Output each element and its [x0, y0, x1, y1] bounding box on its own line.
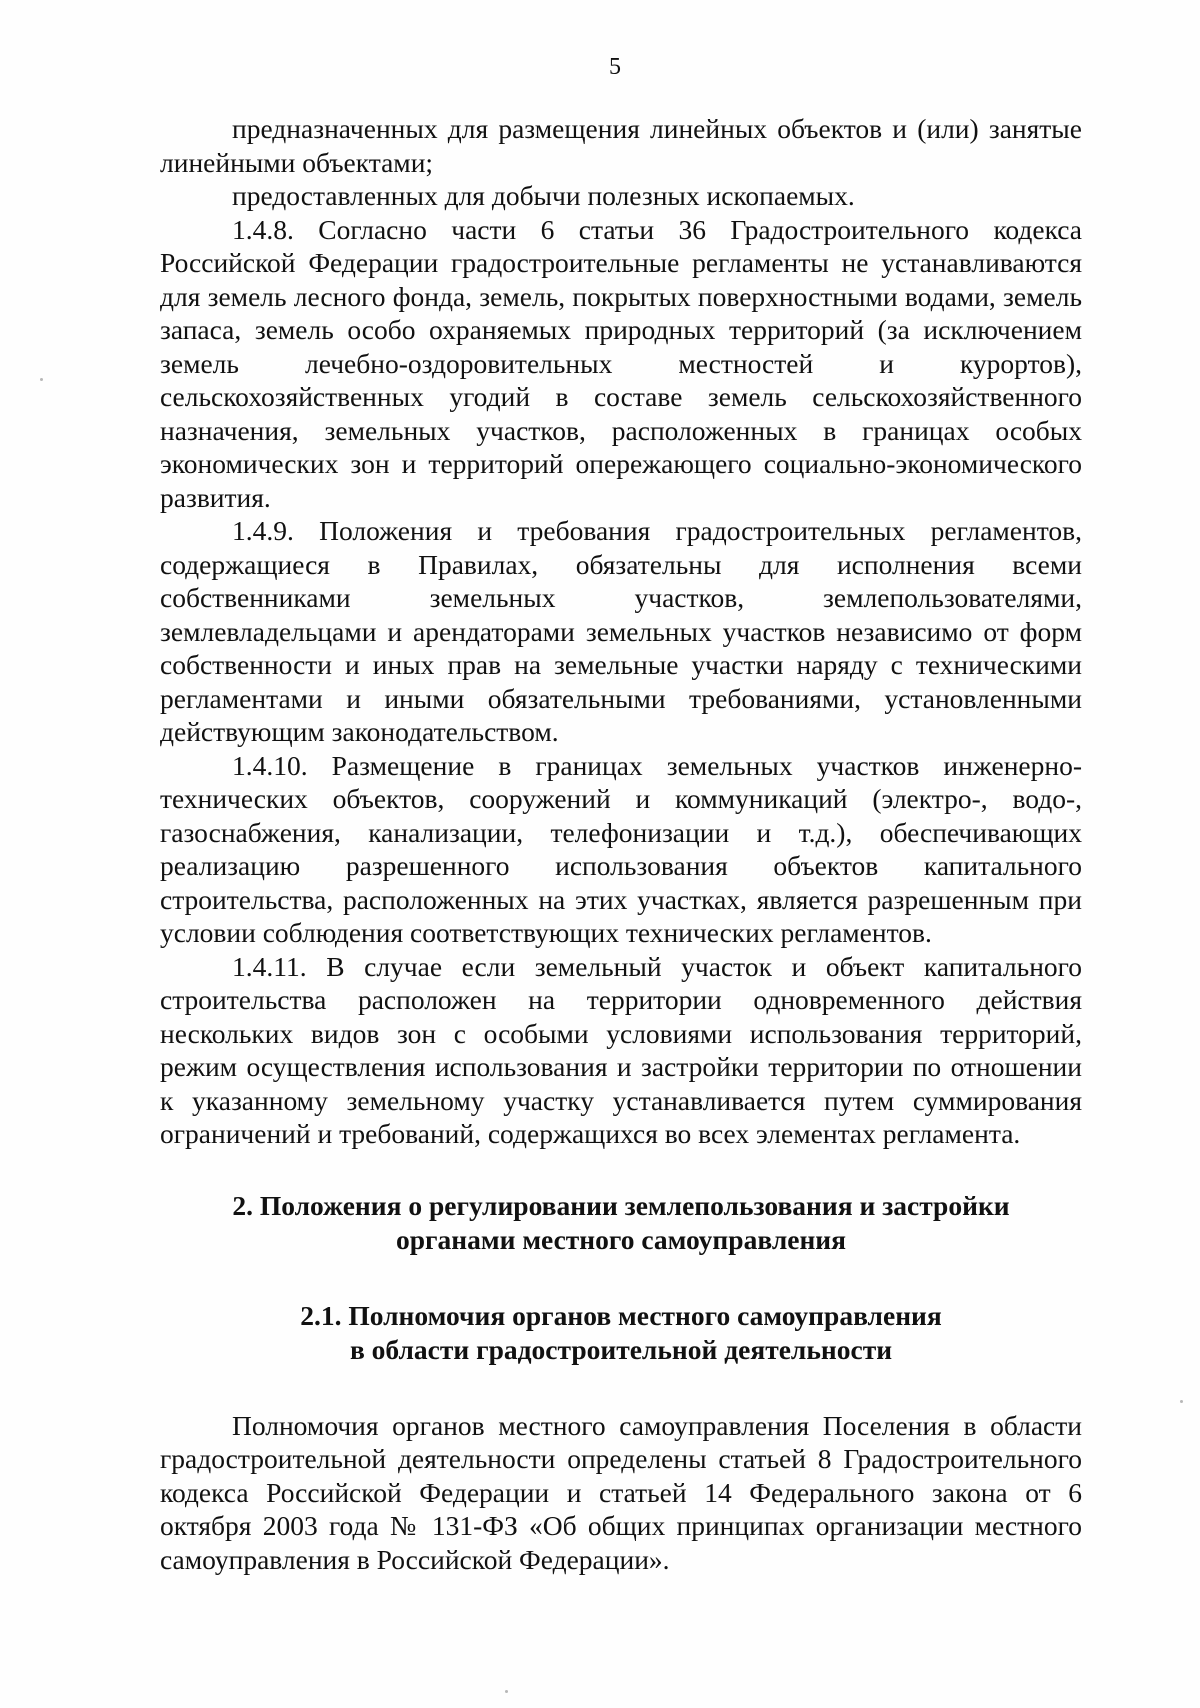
paragraph-1-4-10: 1.4.10. Размещение в границах земельных участков инженерно-технических объектов, сооружений и коммуникаций (электро-, водо-, газоснабжения, канализации, телефонизации и т.д.), обеспечивающих реализацию разрешенного использования объектов капитального строительства, расположенных на этих участках, является разрешенным при условии соблюдения соответствующих технических регламентов.: [160, 749, 1082, 948]
paragraph-list-item: предоставленных для добычи полезных ископаемых.: [232, 180, 855, 211]
subsection-heading-line-2: в области градостроительной деятельности: [349, 1333, 893, 1365]
subsection-heading-line-1: 2.1. Полномочия органов местного самоуправления: [300, 1299, 942, 1331]
section-heading-line-1: 2. Положения о регулировании землепользования и застройки: [232, 1189, 1010, 1221]
section-heading-line-2: органами местного самоуправления: [395, 1223, 847, 1255]
document-body: [160, 112, 1082, 1576]
paragraph-1-4-11: 1.4.11. В случае если земельный участок и объект капитального строительства расположен на территории одновременного действия нескольких видов зон с особыми условиями использования территорий, режим осуществления использования и застройки территории по отношении к указанному земельному участку устанавливается путем суммирования ограничений и требований, содержащихся во всех элементах регламента.: [160, 950, 1082, 1149]
scan-speck: [1180, 1400, 1183, 1403]
section-heading: [160, 1189, 1082, 1257]
scan-speck: [505, 1690, 508, 1693]
paragraph-authority: Полномочия органов местного самоуправления Поселения в области градостроительной деятельности определены статьей 8 Градостроительного кодекса Российской Федерации и статьей 14 Федерального закона от 6 октября 2003 года № 131-ФЗ «Об общих принципах организации местного самоуправления в Российской Федерации».: [160, 1409, 1082, 1575]
paragraph-continuation: предназначенных для размещения линейных объектов и (или) занятые линейными объектами;: [160, 113, 1082, 178]
paragraph-1-4-9: 1.4.9. Положения и требования градостроительных регламентов, содержащиеся в Правилах, обязательны для исполнения всеми собственниками земельных участков, землепользователями, землевладельцами и арендаторами земельных участков независимо от форм собственности и иных прав на земельные участки наряду с техническими регламентами и иными обязательными требованиями, установленными действующим законодательством.: [160, 515, 1082, 747]
scan-speck: [40, 378, 43, 381]
paragraph-1-4-8: 1.4.8. Согласно части 6 статьи 36 Градостроительного кодекса Российской Федерации градостроительные регламенты не устанавливаются для земель лесного фонда, земель, покрытых поверхностными водами, земель запаса, земель особо охраняемых природных территорий (за исключением земель лечебно-оздоровительных местностей и курортов), сельскохозяйственных угодий в составе земель сельскохозяйственного назначения, земельных участков, расположенных в границах особых экономических зон и территорий опережающего социально-экономического развития.: [160, 213, 1082, 513]
page-number: 5: [609, 54, 621, 80]
subsection-heading: [160, 1299, 1082, 1367]
